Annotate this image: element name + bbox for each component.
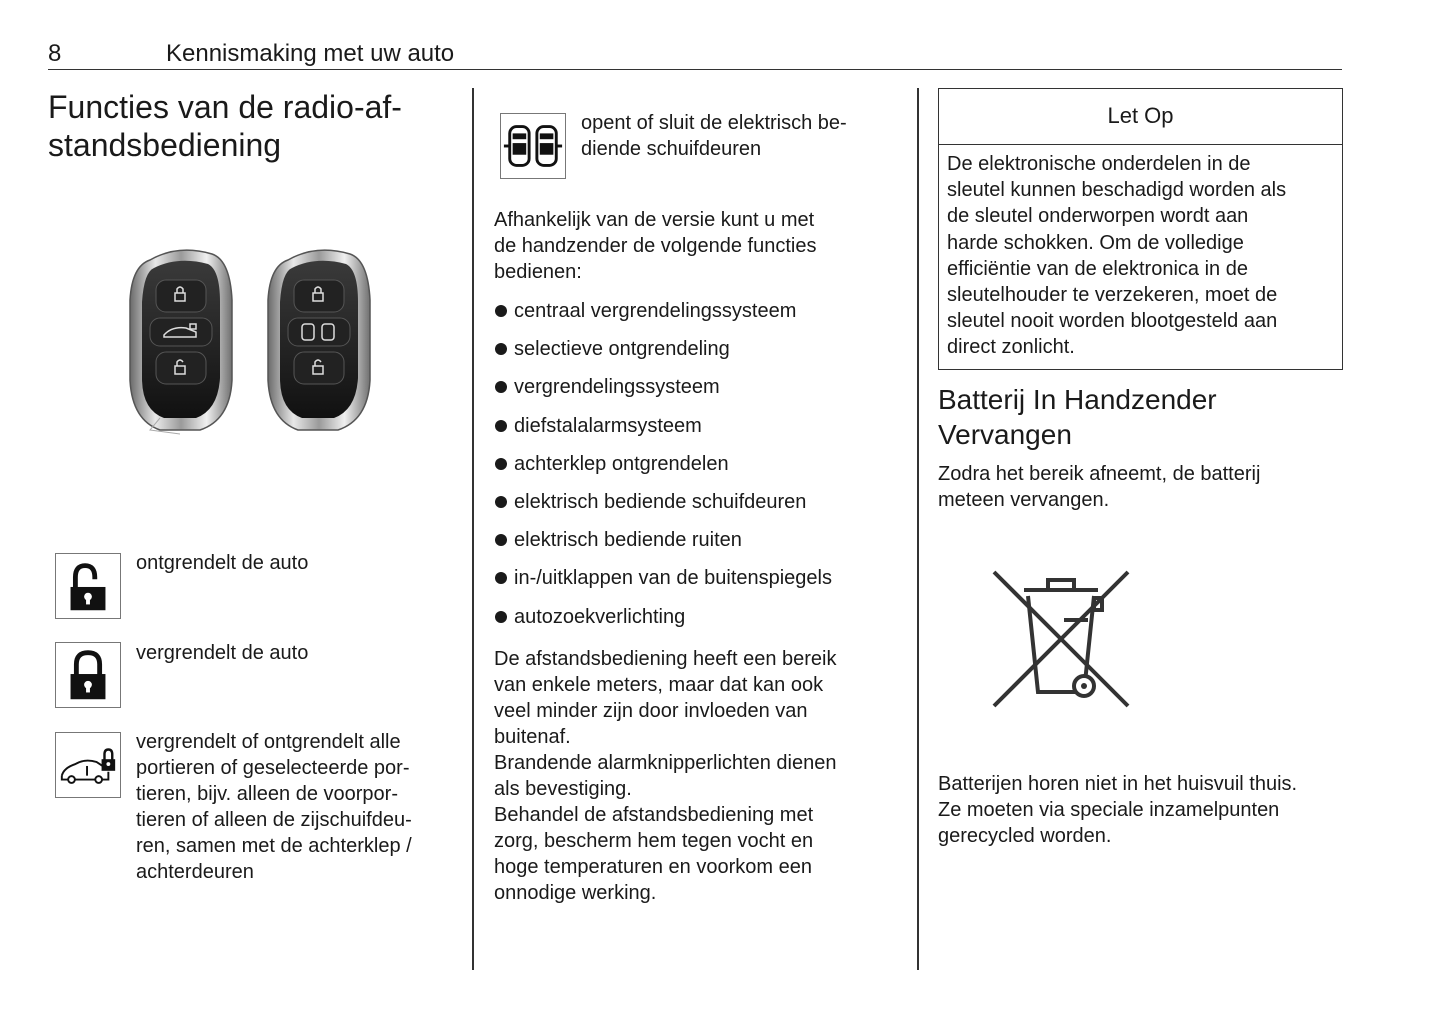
battery-heading: Batterij In Handzender Vervangen — [938, 384, 1217, 450]
list-item: selectieve ontgrendeling — [494, 336, 894, 374]
bullet-icon — [495, 305, 507, 317]
unlock-description: ontgrendelt de auto — [136, 552, 309, 574]
column-divider-left — [472, 88, 474, 970]
sliding-doors-icon — [500, 113, 566, 179]
list-item: diefstalalarmsysteem — [494, 413, 894, 451]
lock-description: vergrendelt de auto — [136, 642, 309, 664]
bullet-icon — [495, 572, 507, 584]
bullet-icon — [495, 458, 507, 470]
bullet-icon — [495, 343, 507, 355]
header-title: Kennismaking met uw auto — [166, 40, 455, 67]
functions-intro: Afhankelijk van de versie kunt u met de handzender de volgende functies bedienen: — [494, 209, 817, 283]
key-fob-illustration — [120, 240, 380, 440]
sliding-doors-description: opent of sluit de elektrisch be- diende schuifdeuren — [581, 112, 847, 160]
key-fob-2 — [268, 250, 370, 430]
crossed-bin-icon — [990, 568, 1132, 710]
lock-icon — [55, 642, 121, 708]
car-lock-description: vergrendelt of ontgrendelt alle portieren of geselecteerde por- tieren, bijv. alleen de voorpor- tieren of alleen de zijschuifdeu- ren, samen met de achterklep / achterdeuren — [136, 731, 412, 883]
caution-title: Let Op — [939, 89, 1342, 145]
list-item: centraal vergrendelingssysteem — [494, 298, 894, 336]
caution-note — [938, 88, 1343, 370]
list-item: in-/uitklappen van de buitenspiegels — [494, 565, 894, 603]
column-divider-right — [917, 88, 919, 970]
bullet-icon — [495, 534, 507, 546]
list-item: elektrisch bediende ruiten — [494, 527, 894, 565]
caution-body: De elektronische onderdelen in de sleutel kunnen beschadigd worden als de sleutel onderworpen wordt aan harde schokken. Om de volledige efficiëntie van de elektronica in de sleutelhouder te verzekeren, moet de sleutel nooit worden blootgesteld aan direct zonlicht. — [947, 153, 1287, 359]
range-and-care-text: De afstandsbediening heeft een bereik van enkele meters, maar dat kan ook veel minder zijn door invloeden van buitenaf. Brandende alarmknipperlichten dienen als bevestiging. Behandel de afstandsbediening met zorg, bescherm hem tegen vocht en hoge temperaturen en voorkom een onnodige werking. — [494, 648, 837, 904]
page-header — [48, 38, 1342, 70]
key-fob-1 — [130, 250, 232, 434]
battery-intro: Zodra het bereik afneemt, de batterij meteen vervangen. — [938, 463, 1261, 511]
bullet-icon — [495, 381, 507, 393]
section-heading: Functies van de radio-af- standsbediening — [48, 89, 402, 163]
bullet-icon — [495, 496, 507, 508]
bullet-icon — [495, 420, 507, 432]
unlock-icon — [55, 553, 121, 619]
function-list — [494, 298, 894, 642]
page-number: 8 — [48, 40, 62, 67]
car-lock-icon — [55, 732, 121, 798]
list-item: elektrisch bediende schuifdeuren — [494, 489, 894, 527]
battery-disposal-text: Batterijen horen niet in het huisvuil thuis. Ze moeten via speciale inzamelpunten gerecycled worden. — [938, 773, 1298, 847]
list-item: vergrendelingssysteem — [494, 374, 894, 412]
bullet-icon — [495, 611, 507, 623]
list-item: achterklep ontgrendelen — [494, 451, 894, 489]
list-item: autozoekverlichting — [494, 604, 894, 642]
